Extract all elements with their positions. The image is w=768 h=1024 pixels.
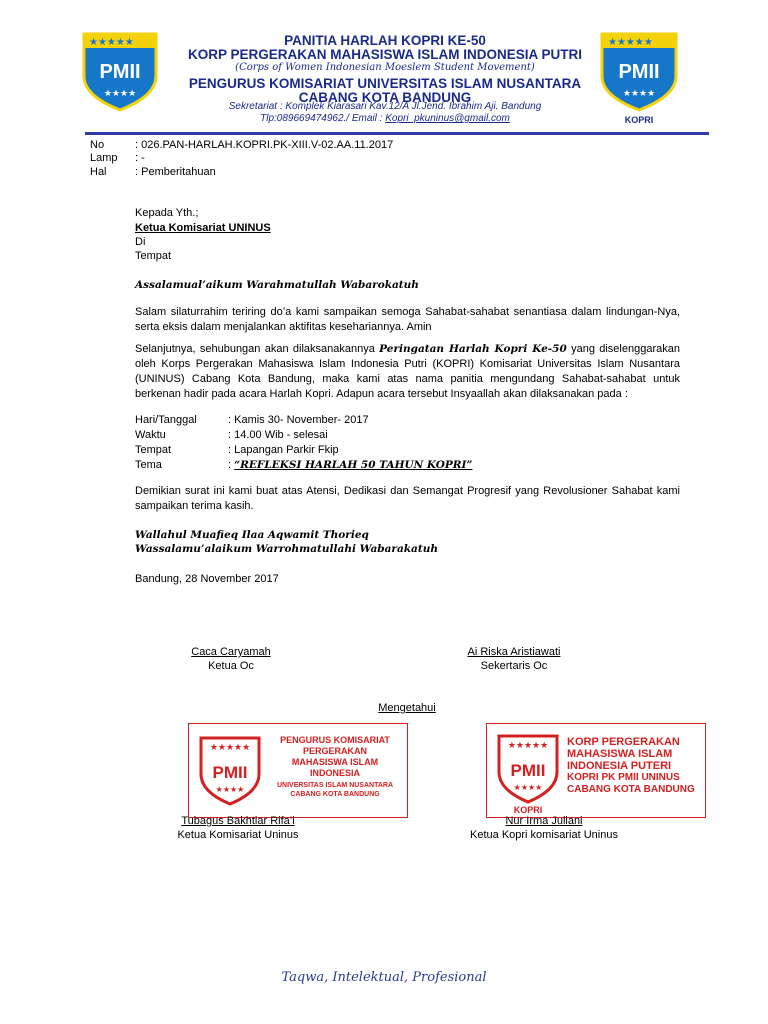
letterhead-line-4: PENGURUS KOMISARIAT UNIVERSITAS ISLAM NUSANTARA bbox=[188, 76, 582, 91]
stamp-komisariat bbox=[188, 723, 408, 818]
logo-left-text: PMII bbox=[99, 61, 141, 83]
detail-label-place: Tempat bbox=[135, 444, 172, 456]
stamp-left-line-4: INDONESIA bbox=[309, 768, 360, 778]
recipient-di: Di bbox=[135, 236, 146, 248]
detail-value-time: : 14.00 Wib - selesai bbox=[228, 429, 328, 441]
signer-bottom-left-role: Ketua Komisariat Uninus bbox=[177, 829, 299, 841]
stamp-left-logo-text: PMII bbox=[212, 763, 248, 782]
meta-no-value: : 026.PAN-HARLAH.KOPRI.PK-XIII.V-02.AA.11.2017 bbox=[135, 139, 394, 151]
recipient-name: Ketua Komisariat UNINUS bbox=[135, 222, 271, 234]
salam-opening: Assalamual’aikum Warahmatullah Wabarokatuh bbox=[135, 279, 419, 291]
detail-label-date: Hari/Tanggal bbox=[135, 414, 197, 426]
detail-value-theme bbox=[228, 459, 472, 471]
svg-text:★★★★: ★★★★ bbox=[622, 89, 656, 99]
meta-hal-value: : Pemberitahuan bbox=[135, 166, 216, 178]
stamp-right-logo-caption: KOPRI bbox=[513, 805, 543, 815]
detail-value-date: : Kamis 30- November- 2017 bbox=[228, 414, 369, 426]
stamp-right-line-5: CABANG KOTA BANDUNG bbox=[567, 784, 695, 795]
paragraph-3: Demikian surat ini kami buat atas Atensi, Dedikasi dan Semangat Progresif yang Revolusioner Sahabat kami sampaikan terima kasih. bbox=[135, 485, 680, 512]
svg-text:★★★★: ★★★★ bbox=[103, 89, 137, 99]
stamp-kopri bbox=[486, 723, 706, 818]
stamp-left-pmii-logo bbox=[197, 734, 263, 806]
stamp-left-line-2: PERGERAKAN bbox=[302, 746, 367, 756]
signer-right-name: Ai Riska Aristiawati bbox=[467, 646, 561, 658]
letterhead-address: Sekretariat : Komplek Kiarasari Kav.12/A Jl.Jend. Ibrahim Aji. Bandung bbox=[228, 101, 542, 112]
closing-line-2: Wassalamu’alaikum Warrohmatullahi Wabarakatuh bbox=[135, 543, 438, 555]
detail-label-time: Waktu bbox=[135, 429, 166, 441]
letterhead-divider bbox=[85, 132, 709, 135]
stamp-left-line-1: PENGURUS KOMISARIAT bbox=[280, 735, 390, 745]
stamp-left-sub-1: UNIVERSITAS ISLAM NUSANTARA bbox=[276, 782, 394, 789]
paragraph-2-rest: yang diselenggarakan oleh Korps Pergerakan Mahasiswa Islam Indonesia Putri (KOPRI) Komisariat Universitas Islam Nusantara (UNINUS) Cabang Kota Bandung, maka kami atas nama panitia mengundang Sahabat-sahabat untuk berkenan hadir pada acara Harlah Kopri. Adapun acara tersebut Insyaallah akan dilaksanakan pada : bbox=[135, 343, 680, 400]
meta-lamp-value: : - bbox=[135, 152, 145, 164]
meta-no-label: No bbox=[90, 139, 105, 151]
detail-theme-colon: : bbox=[228, 459, 235, 471]
recipient-greeting: Kepada Yth.; bbox=[135, 207, 199, 219]
svg-text:★★★★: ★★★★ bbox=[513, 783, 543, 792]
detail-label-theme: Tema bbox=[135, 459, 162, 471]
footer-motto: Taqwa, Intelektual, Profesional bbox=[281, 970, 487, 985]
logo-right-caption: KOPRI bbox=[624, 115, 654, 125]
meta-hal-label: Hal bbox=[90, 166, 107, 178]
paragraph-2-intro: Selanjutnya, sehubungan akan dilaksanakannya bbox=[135, 343, 380, 355]
stamp-right-line-2: MAHASISWA ISLAM bbox=[567, 748, 673, 760]
detail-theme-title: “REFLEKSI HARLAH 50 TAHUN KOPRI” bbox=[234, 459, 473, 471]
recipient-place: Tempat bbox=[135, 250, 172, 262]
svg-text:★★★★★: ★★★★★ bbox=[608, 37, 653, 48]
stamp-left-line-3: MAHASISWA ISLAM bbox=[291, 757, 379, 767]
svg-text:★★★★★: ★★★★★ bbox=[209, 743, 251, 753]
signer-left-name: Caca Caryamah bbox=[191, 646, 271, 658]
letterhead-contact-prefix: Tlp:089669474962./ Email : bbox=[260, 113, 386, 124]
letterhead-line-5: CABANG KOTA BANDUNG bbox=[298, 90, 472, 105]
stamp-right-line-3: INDONESIA PUTERI bbox=[567, 760, 672, 772]
letter-date: Bandung, 28 November 2017 bbox=[135, 573, 279, 585]
paragraph-1: Salam silaturrahim teriring do’a kami sampaikan semoga Sahabat-sahabat senantiasa dalam lindungan-Nya, serta eksis dalam menjalankan aktifitas kesehariannya. Amin bbox=[135, 306, 680, 333]
stamp-right-line-4: KOPRI PK PMII UNINUS bbox=[567, 772, 680, 783]
pmii-logo-left bbox=[78, 30, 162, 112]
meta-lamp-label: Lamp bbox=[90, 152, 118, 164]
svg-text:★★★★★: ★★★★★ bbox=[507, 741, 549, 751]
stamp-right-line-1: KORP PERGERAKAN bbox=[567, 736, 680, 748]
letterhead-email-link[interactable]: Kopri_pkuninus@gmail.com bbox=[385, 113, 510, 124]
stamp-left-sub-2: CABANG KOTA BANDUNG bbox=[290, 791, 380, 798]
signer-right-role: Sekertaris Oc bbox=[480, 660, 548, 672]
logo-right-text: PMII bbox=[618, 61, 660, 83]
mengetahui-label: Mengetahui bbox=[378, 702, 436, 714]
signer-bottom-right-role: Ketua Kopri komisariat Uninus bbox=[470, 829, 618, 841]
closing-line-1: Wallahul Muafieq Ilaa Aqwamit Thorieq bbox=[135, 529, 369, 541]
paragraph-2 bbox=[135, 342, 680, 402]
svg-text:★★★★★: ★★★★★ bbox=[89, 37, 134, 48]
letterhead-line-2: KORP PERGERAKAN MAHASISWA ISLAM INDONESIA PUTRI bbox=[187, 47, 583, 62]
signer-bottom-left-name: Tubagus Bakhtiar Rifa’i bbox=[181, 815, 295, 827]
signer-bottom-right-name: Nur Irma Juliani bbox=[505, 815, 583, 827]
signer-left-role: Ketua Oc bbox=[208, 660, 254, 672]
detail-value-place: : Lapangan Parkir Fkip bbox=[228, 444, 339, 456]
stamp-right-logo-text: PMII bbox=[510, 761, 546, 780]
letterhead-line-1: PANITIA HARLAH KOPRI KE-50 bbox=[284, 33, 486, 48]
svg-text:★★★★: ★★★★ bbox=[215, 785, 245, 794]
letterhead-line-3: (Corps of Women Indonesian Moeslem Student Movement) bbox=[235, 62, 535, 73]
stamp-right-pmii-logo bbox=[495, 732, 561, 816]
letterhead-contact bbox=[160, 113, 610, 124]
event-name: Peringatan Harlah Kopri Ke-50 bbox=[379, 343, 567, 355]
